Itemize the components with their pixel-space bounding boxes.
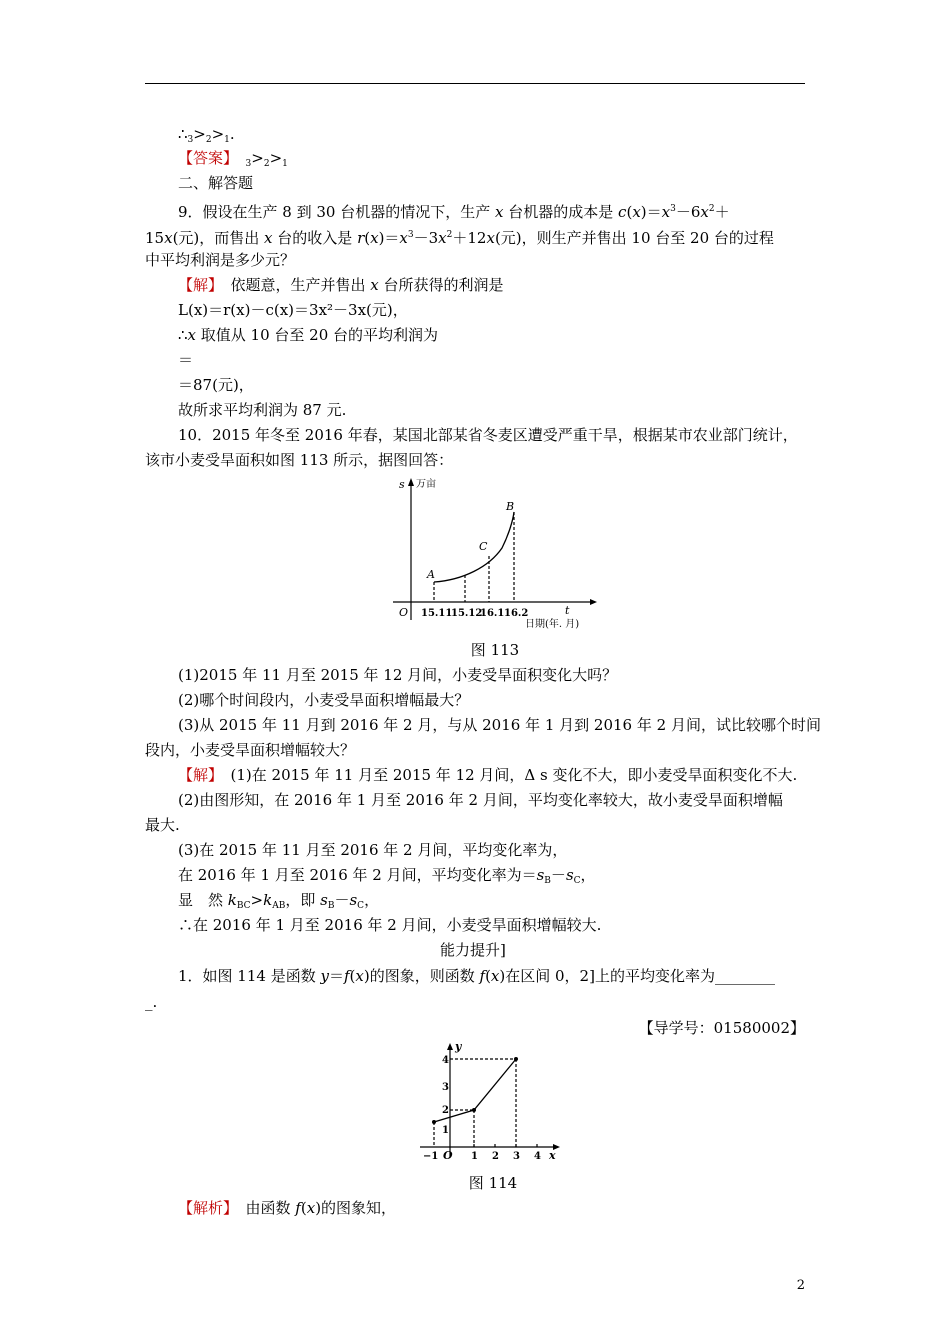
figure-114 [415, 1038, 565, 1163]
sol10-line6: 显 然 $k_{BC}>k_{AB}$，即 $s_B-s_C$， [178, 891, 380, 911]
q9-line2: 15x(元)，而售出 x 台的收入是 $r(x)=x^3-3x^2+12x$(元)，则生产并售出 10 台至 20 台的过程 [145, 229, 774, 247]
x-tick-15-11: 15.11 [421, 608, 453, 619]
conclusion-line: $\therefore_3>_2>_1$. [178, 125, 235, 145]
section-title: 能力提升] [440, 941, 506, 959]
sol9-line6: 故所求平均利润为 87 元. [178, 401, 347, 419]
x-tick-4: 4 [534, 1151, 541, 1162]
y-unit: 万亩 [416, 479, 436, 490]
origin-label: O [443, 1149, 453, 1162]
page-number: 2 [796, 1278, 805, 1293]
x-tick-1: 1 [471, 1151, 478, 1162]
nq1-line2: _. [145, 993, 158, 1011]
q9-line3: 中平均利润是多少元？ [145, 251, 296, 269]
sol10-line1: 【解】 (1)在 2015 年 11 月至 2015 年 12 月间，Δ s 变化不大，即小麦受旱面积变化不大. [178, 766, 798, 784]
origin-label: O [399, 606, 409, 619]
solution-label-2: 【解】 [178, 766, 216, 784]
point-a-label: A [427, 568, 435, 581]
q10-part1: (1)2015 年 11 月至 2015 年 12 月间，小麦受旱面积变化大吗？ [178, 666, 618, 684]
point-b-label: B [506, 500, 515, 513]
y-tick-1: 1 [442, 1125, 449, 1136]
point-c-label: C [479, 540, 488, 553]
answer-label: 【答案】 [178, 149, 231, 167]
x-tick-15-12: 15.12 [451, 608, 483, 619]
y-axis-arrow [408, 478, 414, 486]
point-end [514, 1057, 518, 1061]
x-tick-2: 2 [492, 1151, 499, 1162]
solution-label: 【解】 [178, 276, 216, 294]
sol10-line7: ∴在 2016 年 1 月至 2016 年 2 月间，小麦受旱面积增幅较大. [178, 916, 602, 934]
y-tick-3: 3 [442, 1082, 449, 1093]
x-tick-neg1: −1 [423, 1151, 439, 1162]
sol9-line4: ＝ [178, 351, 194, 369]
x-tick-16-1: 16.1 [480, 608, 505, 619]
guide-number: 【导学号：01580002】 [638, 1019, 805, 1037]
x-label: x [549, 1149, 556, 1162]
analysis-label: 【解析】 [178, 1199, 231, 1217]
y-axis-arrow [447, 1043, 453, 1050]
q10-line2: 该市小麦受旱面积如图 113 所示，据图回答： [145, 451, 454, 469]
x-label: t [565, 604, 570, 617]
answer-line: 【答案】 $_3>_2>_1$ [178, 149, 288, 169]
area-curve [434, 512, 514, 582]
point-start [432, 1120, 436, 1124]
sol10-line2: (2)由图形知，在 2016 年 1 月至 2016 年 2 月间，平均变化率较大，故小麦受旱面积增幅 [178, 791, 783, 809]
x-tick-16-2: 16.2 [504, 608, 529, 619]
y-label: y [455, 1040, 462, 1053]
y-tick-2: 2 [442, 1105, 449, 1116]
y-label: s [399, 478, 405, 491]
q10-part3b: 段内，小麦受旱面积增幅较大？ [145, 741, 356, 759]
point-mid [472, 1108, 476, 1112]
sol10-line3: 最大. [145, 816, 180, 834]
sol10-line4: (3)在 2015 年 11 月至 2016 年 2 月间，平均变化率为， [178, 841, 568, 859]
y-tick-4: 4 [442, 1055, 449, 1066]
sol9-line3: ∴x 取值从 10 台至 20 台的平均利润为 [178, 326, 439, 344]
header-rule [145, 83, 805, 84]
figure-113 [385, 470, 615, 635]
sol9-line5: ＝87(元)， [178, 376, 254, 394]
sol9-line2: L(x)＝r(x)－c(x)＝3x²－3x(元)， [178, 301, 408, 319]
q10-line1: 10．2015 年冬至 2016 年春，某国北部某省冬麦区遭受严重干旱，根据某市农业部门统计， [178, 426, 798, 444]
x-tick-3: 3 [513, 1151, 520, 1162]
q10-part2: (2)哪个时间段内，小麦受旱面积增幅最大？ [178, 691, 470, 709]
nq1-line1: 1．如图 114 是函数 y＝f(x)的图象，则函数 f(x)在区间 0，2]上的平均变化率为________ [178, 967, 775, 985]
q9-line1: 9．假设在生产 8 到 30 台机器的情况下，生产 x 台机器的成本是 $c(x)=x^3-6x^2+$ [178, 203, 730, 221]
section-heading: 二、解答题 [178, 174, 254, 192]
sol10-line5: 在 2016 年 1 月至 2016 年 2 月间，平均变化率为$=s_B-s_C$， [178, 866, 596, 886]
q10-part3a: (3)从 2015 年 11 月到 2016 年 2 月，与从 2016 年 1 月到 2016 年 2 月间，试比较哪个时间 [178, 716, 821, 734]
x-axis-arrow [590, 599, 597, 605]
sol9-line1: 【解】 依题意，生产并售出 x 台所获得的利润是 [178, 276, 504, 294]
x-unit: 日期(年. 月) [525, 619, 580, 630]
figure-113-caption: 图 113 [470, 641, 520, 659]
nq1-solution: 【解析】 由函数 f(x)的图象知， [178, 1199, 397, 1217]
figure-114-caption: 图 114 [468, 1174, 518, 1192]
